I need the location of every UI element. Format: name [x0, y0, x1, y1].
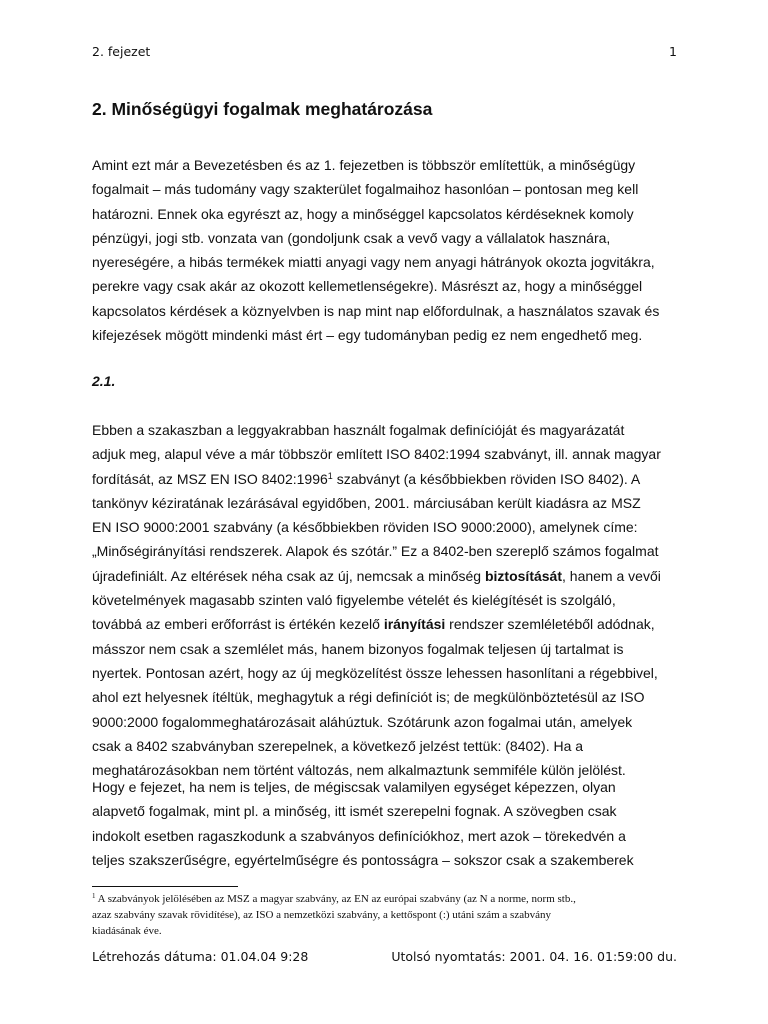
- intro-paragraph: [92, 153, 692, 347]
- bold-term: irányítási: [383, 616, 446, 633]
- text-line: ahol ezt helyesnek ítéltük, meghagytuk a régi definíciót is; de megkülönböztetésül az ISO: [92, 689, 645, 706]
- text-line: kapcsolatos kérdések a köznyelvben is nap mint nap előfordulnak, a használatos szavak és: [92, 302, 660, 319]
- text-line: nyereségére, a hibás termékek miatti anyagi vagy nem anyagi hátrányok okozta jogvitákra,: [92, 254, 655, 271]
- text-line: Hogy e fejezet, ha nem is teljes, de mégiscsak valamilyen egységet képezzen, olyan: [92, 779, 616, 795]
- definitions-paragraph: [92, 418, 692, 782]
- page-title: 2. Minőségügyi fogalmak meghatározása: [92, 99, 433, 119]
- printed-date: Utolsó nyomtatás: 2001. 04. 16. 01:59:00 du.: [391, 949, 677, 964]
- text-line: Amint ezt már a Bevezetésben és az 1. fejezetben is többször említettük, a minőségügy: [92, 157, 636, 173]
- text-line: EN ISO 9000:2001 szabvány (a későbbiekben röviden ISO 9000:2000), amelynek címe:: [92, 519, 638, 536]
- chapter-label: 2. fejezet: [92, 44, 151, 59]
- footnote-ref[interactable]: 1: [327, 470, 333, 481]
- footnote-text: A szabványok jelölésében az MSZ a magyar szabvány, az EN az európai szabvány (az N a norme, norm stb.,: [95, 893, 576, 905]
- text-line: perekre vagy csak akár az okozott kellemetlenségekre). Másrészt az, hogy a minőséggel: [92, 278, 643, 295]
- text-line: továbbá az emberi erőforrást is értékén kezelő: [92, 616, 384, 633]
- text-line: újradefiniált. Az eltérések néha csak az új, nemcsak a minőség: [92, 567, 485, 584]
- page-header: [92, 44, 677, 59]
- text-line: határozni. Ennek oka egyrészt az, hogy a minőséggel kapcsolatos kérdéseknek komoly: [92, 205, 634, 222]
- text-line: pénzügyi, jogi stb. vonzata van (gondoljunk csak a vevő vagy a vállalatok hasznára,: [92, 229, 611, 246]
- text-line: szabványt (a későbbiekben röviden ISO 8402). A: [332, 470, 641, 487]
- text-line: tankönyv kéziratának lezárásával egyidőben, 2001. márciusában került kiadásra az MSZ: [92, 494, 641, 511]
- page-footer: [92, 949, 677, 964]
- text-line: követelmények magasabb szinten való figyelembe vételét és kielégítését is szolgáló,: [92, 592, 616, 609]
- text-line: fogalmait – más tudomány vagy szakterület fogalmaihoz hasonlóan – pontosan meg kell: [92, 181, 639, 198]
- created-date: Létrehozás dátuma: 01.04.04 9:28: [92, 949, 309, 964]
- section-heading: 2.1.: [92, 373, 116, 389]
- text-line: rendszer szemléletéből adódnak,: [445, 616, 655, 633]
- text-line: nyertek. Pontosan azért, hogy az új megközelítést össze lehessen hasonlítani a régebbivel,: [92, 664, 658, 681]
- concepts-paragraph: [92, 775, 692, 872]
- footnote-marker: 1: [92, 892, 96, 900]
- footnote-text: azaz szabvány szavak rövidítése), az ISO a nemzetközi szabvány, a kettőspont (:) utáni szám a szabvány: [92, 909, 551, 922]
- text-line: csak a 8402 szabványban szerepelnek, a következő jelzést tettük: (8402). Ha a: [92, 737, 584, 754]
- text-line: kifejezések mögött mindenki mást ért – egy tudományban pedig ez nem engedhető meg.: [92, 327, 643, 344]
- text-line: 9000:2000 fogalommeghatározásait aláhúztuk. Szótárunk azon fogalmai után, amelyek: [92, 713, 633, 730]
- text-line: , hanem a vevői: [562, 567, 661, 584]
- text-line: fordítását, az MSZ EN ISO 8402:1996: [92, 470, 328, 487]
- text-line: meghatározásokban nem történt változás, nem alkalmaztunk semmiféle külön jelölést.: [92, 762, 626, 779]
- text-line: indokolt esetben ragaszkodunk a szabványos definíciókhoz, mert azok – törekedvén a: [92, 827, 626, 844]
- text-line: teljes szakszerűségre, egyértelműségre és pontosságra – sokszor csak a szakemberek: [92, 851, 634, 868]
- text-line: adjuk meg, alapul véve a már többször említett ISO 8402:1994 szabványt, ill. annak magyar: [92, 446, 661, 463]
- text-line: alapvető fogalmak, mint pl. a minőség, itt ismét szerepelni fognak. A szövegben csak: [92, 803, 617, 820]
- bold-term: biztosítását: [484, 567, 562, 584]
- footnote: [92, 891, 692, 940]
- text-line: Ebben a szakaszban a leggyakrabban használt fogalmak definícióját és magyarázatát: [92, 422, 625, 438]
- footnote-text: kiadásának éve.: [92, 925, 162, 938]
- text-line: „Minőségirányítási rendszerek. Alapok és szótár.” Ez a 8402-ben szereplő számos fogalmat: [92, 543, 659, 560]
- text-line: másszor nem csak a szemlélet más, hanem bizonyos fogalmak teljesen új tartalmat is: [92, 640, 624, 657]
- page-number: 1: [669, 44, 677, 59]
- footnote-separator: [92, 886, 238, 887]
